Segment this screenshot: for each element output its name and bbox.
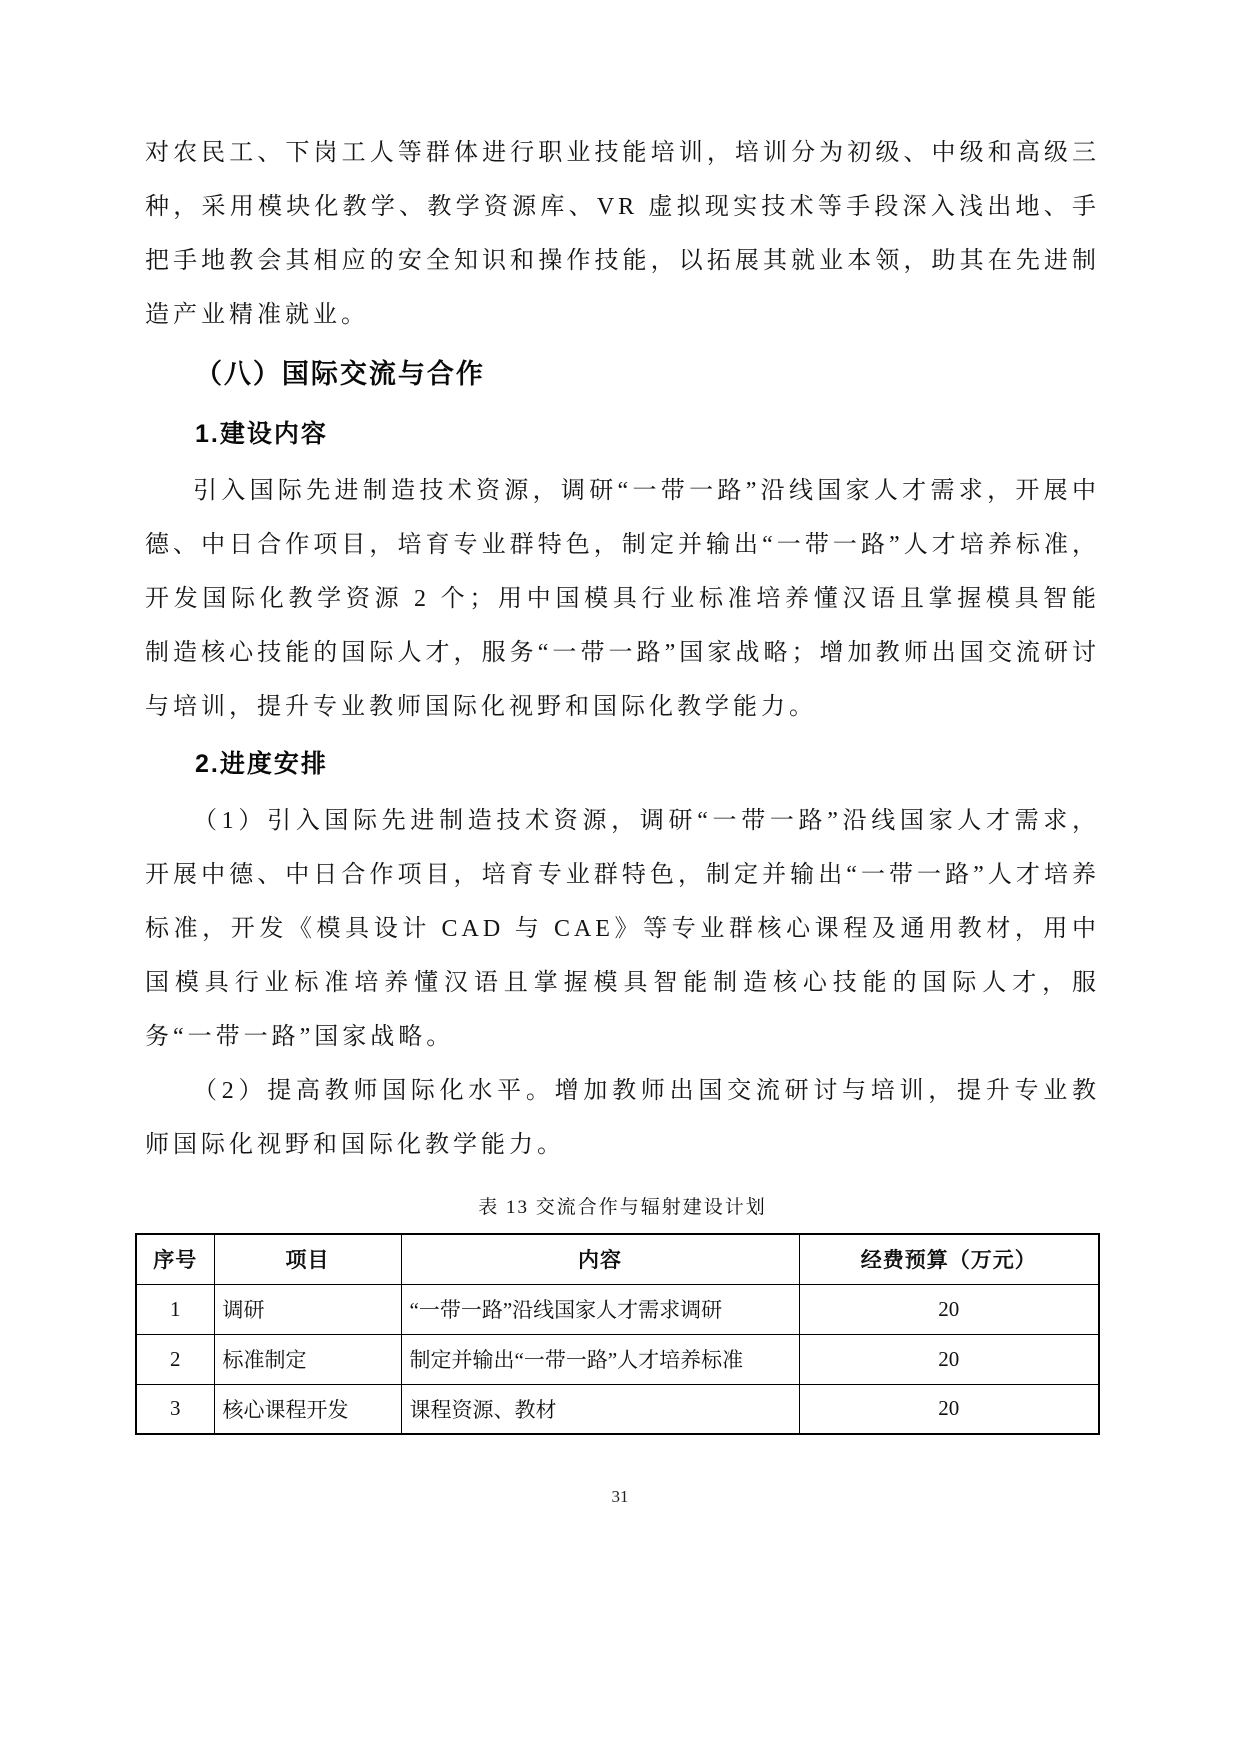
cell-serial: 2 xyxy=(136,1334,214,1384)
paragraph-continued: 对农民工、下岗工人等群体进行职业技能培训，培训分为初级、中级和高级三种，采用模块化教学、教学资源库、VR 虚拟现实技术等手段深入浅出地、手把手地教会其相应的安全知识和操作技能，以拓展其就业本领，助其在先进制造产业精准就业。 xyxy=(145,140,1100,328)
paragraph-schedule-item-2: （2）提高教师国际化水平。增加教师出国交流研讨与培训，提升专业教师国际化视野和国际化教学能力。 xyxy=(145,1078,1100,1158)
cell-budget: 20 xyxy=(799,1284,1099,1334)
cell-content: “一带一路”沿线国家人才需求调研 xyxy=(401,1284,799,1334)
cell-serial: 1 xyxy=(136,1284,214,1334)
cell-project: 标准制定 xyxy=(214,1334,401,1384)
paragraph-construction-content: 引入国际先进制造技术资源，调研“一带一路”沿线国家人才需求，开展中德、中日合作项目，培育专业群特色，制定并输出“一带一路”人才培养标准，开发国际化教学资源 2 个；用中国模具行业标准培养懂汉语且掌握模具智能制造核心技能的国际人才，服务“一带一路”国家战略；增加教师出国交流研讨与培训，提升专业教师国际化视野和国际化教学能力。 xyxy=(145,478,1100,720)
cell-project: 调研 xyxy=(214,1284,401,1334)
cell-project: 核心课程开发 xyxy=(214,1384,401,1434)
subheading-schedule: 2.进度安排 xyxy=(195,750,328,778)
exchange-cooperation-plan-table xyxy=(135,1233,1100,1435)
table-row xyxy=(136,1284,1099,1334)
section-heading-international-exchange: （八）国际交流与合作 xyxy=(194,359,485,389)
cell-budget: 20 xyxy=(799,1384,1099,1434)
subheading-construction-content: 1.建设内容 xyxy=(195,420,328,448)
table-row xyxy=(136,1334,1099,1384)
cell-content: 课程资源、教材 xyxy=(401,1384,799,1434)
table-caption: 表 13 交流合作与辐射建设计划 xyxy=(478,1197,767,1218)
column-header-project: 项目 xyxy=(214,1234,401,1284)
cell-budget: 20 xyxy=(799,1334,1099,1384)
page-number: 31 xyxy=(611,1487,629,1506)
table-header-row xyxy=(136,1234,1099,1284)
paragraph-schedule-item-1: （1）引入国际先进制造技术资源，调研“一带一路”沿线国家人才需求，开展中德、中日合作项目，培育专业群特色，制定并输出“一带一路”人才培养标准，开发《模具设计 CAD 与 CAE》等专业群核心课程及通用教材，用中国模具行业标准培养懂汉语且掌握模具智能制造核心技能的国际人才，服务“一带一路”国家战略。 xyxy=(145,808,1100,1050)
column-header-serial: 序号 xyxy=(136,1234,214,1284)
column-header-budget: 经费预算（万元） xyxy=(799,1234,1099,1284)
table-row xyxy=(136,1384,1099,1434)
document-content xyxy=(145,126,1100,1435)
cell-serial: 3 xyxy=(136,1384,214,1434)
cell-content: 制定并输出“一带一路”人才培养标准 xyxy=(401,1334,799,1384)
column-header-content: 内容 xyxy=(401,1234,799,1284)
